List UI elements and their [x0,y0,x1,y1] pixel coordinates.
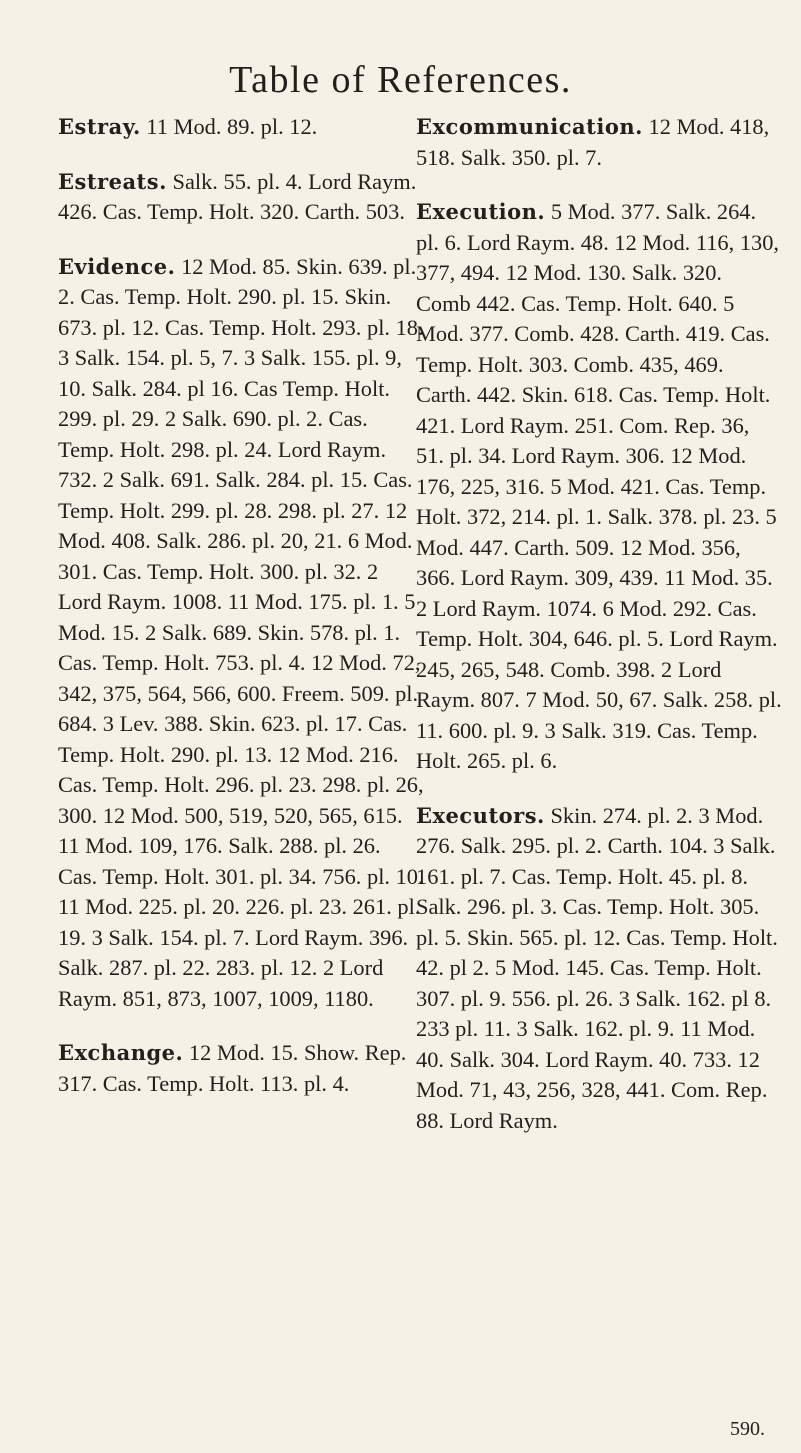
left-column [58,112,424,1123]
catchword: 590. [730,1418,765,1440]
entry-text: 11 Mod. 89. pl. 12. [140,114,318,139]
right-column [416,112,782,1160]
headword: Execution. [416,199,546,224]
headword: Excommunication. [416,114,643,139]
entry-exchange [58,1038,424,1099]
entry-evidence [58,252,424,1015]
running-head: Table of References. [229,59,572,101]
entry-text: Skin. 274. pl. 2. 3 Mod. 276. Salk. 295. pl. 2. Carth. 104. 3 Salk. 161. pl. 7. Cas. Temp. Holt. 45. pl. 8. Salk. 296. pl. 3. Cas. Temp. Holt. 305. pl. 5. Skin. 565. pl. 12. Cas. Temp. Holt. 42. pl 2. 5 Mod. 145. Cas. Temp. Holt. 307. pl. 9. 556. pl. 26. 3 Salk. 162. pl 8. 233 pl. 11. 3 Salk. 162. pl. 9. 11 Mod. 40. Salk. 304. Lord Raym. 40. 733. 12 Mod. 71, 43, 256, 328, 441. Com. Rep. 88. Lord Raym. [416,802,778,1133]
entry-executors [416,801,782,1137]
entry-text: 12 Mod. 85. Skin. 639. pl. 2. Cas. Temp. Holt. 290. pl. 15. Skin. 673. pl. 12. Cas. Temp. Holt. 293. pl. 18. 3 Salk. 154. pl. 5, 7. 3 Salk. 155. pl. 9, 10. Salk. 284. pl 16. Cas Temp. Holt. 299. pl. 29. 2 Salk. 690. pl. 2. Cas. Temp. Holt. 298. pl. 24. Lord Raym. 732. 2 Salk. 691. Salk. 284. pl. 15. Cas. Temp. Holt. 299. pl. 28. 298. pl. 27. 12 Mod. 408. Salk. 286. pl. 20, 21. 6 Mod. 301. Cas. Temp. Holt. 300. pl. 32. 2 Lord Raym. 1008. 11 Mod. 175. pl. 1. 5 Mod. 15. 2 Salk. 689. Skin. 578. pl. 1. Cas. Temp. Holt. 753. pl. 4. 12 Mod. 72, 342, 375, 564, 566, 600. Freem. 509. pl. 684. 3 Lev. 388. Skin. 623. pl. 17. Cas. Temp. Holt. 290. pl. 13. 12 Mod. 216. Cas. Temp. Holt. 296. pl. 23. 298. pl. 26, 300. 12 Mod. 500, 519, 520, 565, 615. 11 Mod. 109, 176. Salk. 288. pl. 26. Cas. Temp. Holt. 301. pl. 34. 756. pl. 10. 11 Mod. 225. pl. 20. 226. pl. 23. 261. pl. 19. 3 Salk. 154. pl. 7. Lord Raym. 396. Salk. 287. pl. 22. 283. pl. 12. 2 Lord Raym. 851, 873, 1007, 1009, 1180. [58,253,424,1011]
headword: Estreats. [58,168,167,194]
entry-text: 12 Mod. 418, 518. Salk. 350. pl. 7. [416,114,770,170]
entry-estray [58,112,424,143]
headword: Exchange. [58,1040,184,1065]
entry-excommunication [416,112,782,173]
entry-execution [416,197,782,777]
entry-text: Salk. 55. pl. 4. Lord Raym. 426. Cas. Temp. Holt. 320. Carth. 503. [58,168,417,224]
entry-text: 12 Mod. 15. Show. Rep. 317. Cas. Temp. Holt. 113. pl. 4. [58,1040,407,1096]
headword: Estray. [58,114,141,139]
headword: Evidence. [58,253,176,279]
headword: Executors. [416,802,545,828]
entry-text: 5 Mod. 377. Salk. 264. pl. 6. Lord Raym. 48. 12 Mod. 116, 130, 377, 494. 12 Mod. 130. Salk. 320. Comb 442. Cas. Temp. Holt. 640. 5 Mod. 377. Comb. 428. Carth. 419. Cas. Temp. Holt. 303. Comb. 435, 469. Carth. 442. Skin. 618. Cas. Temp. Holt. 421. Lord Raym. 251. Com. Rep. 36, 51. pl. 34. Lord Raym. 306. 12 Mod. 176, 225, 316. 5 Mod. 421. Cas. Temp. Holt. 372, 214. pl. 1. Salk. 378. pl. 23. 5 Mod. 447. Carth. 509. 12 Mod. 356, 366. Lord Raym. 309, 439. 11 Mod. 35. 2 Lord Raym. 1074. 6 Mod. 292. Cas. Temp. Holt. 304, 646. pl. 5. Lord Raym. 245, 265, 548. Comb. 398. 2 Lord Raym. 807. 7 Mod. 50, 67. Salk. 258. pl. 11. 600. pl. 9. 3 Salk. 319. Cas. Temp. Holt. 265. pl. 6. [416,199,782,773]
entry-estreats [58,167,424,228]
